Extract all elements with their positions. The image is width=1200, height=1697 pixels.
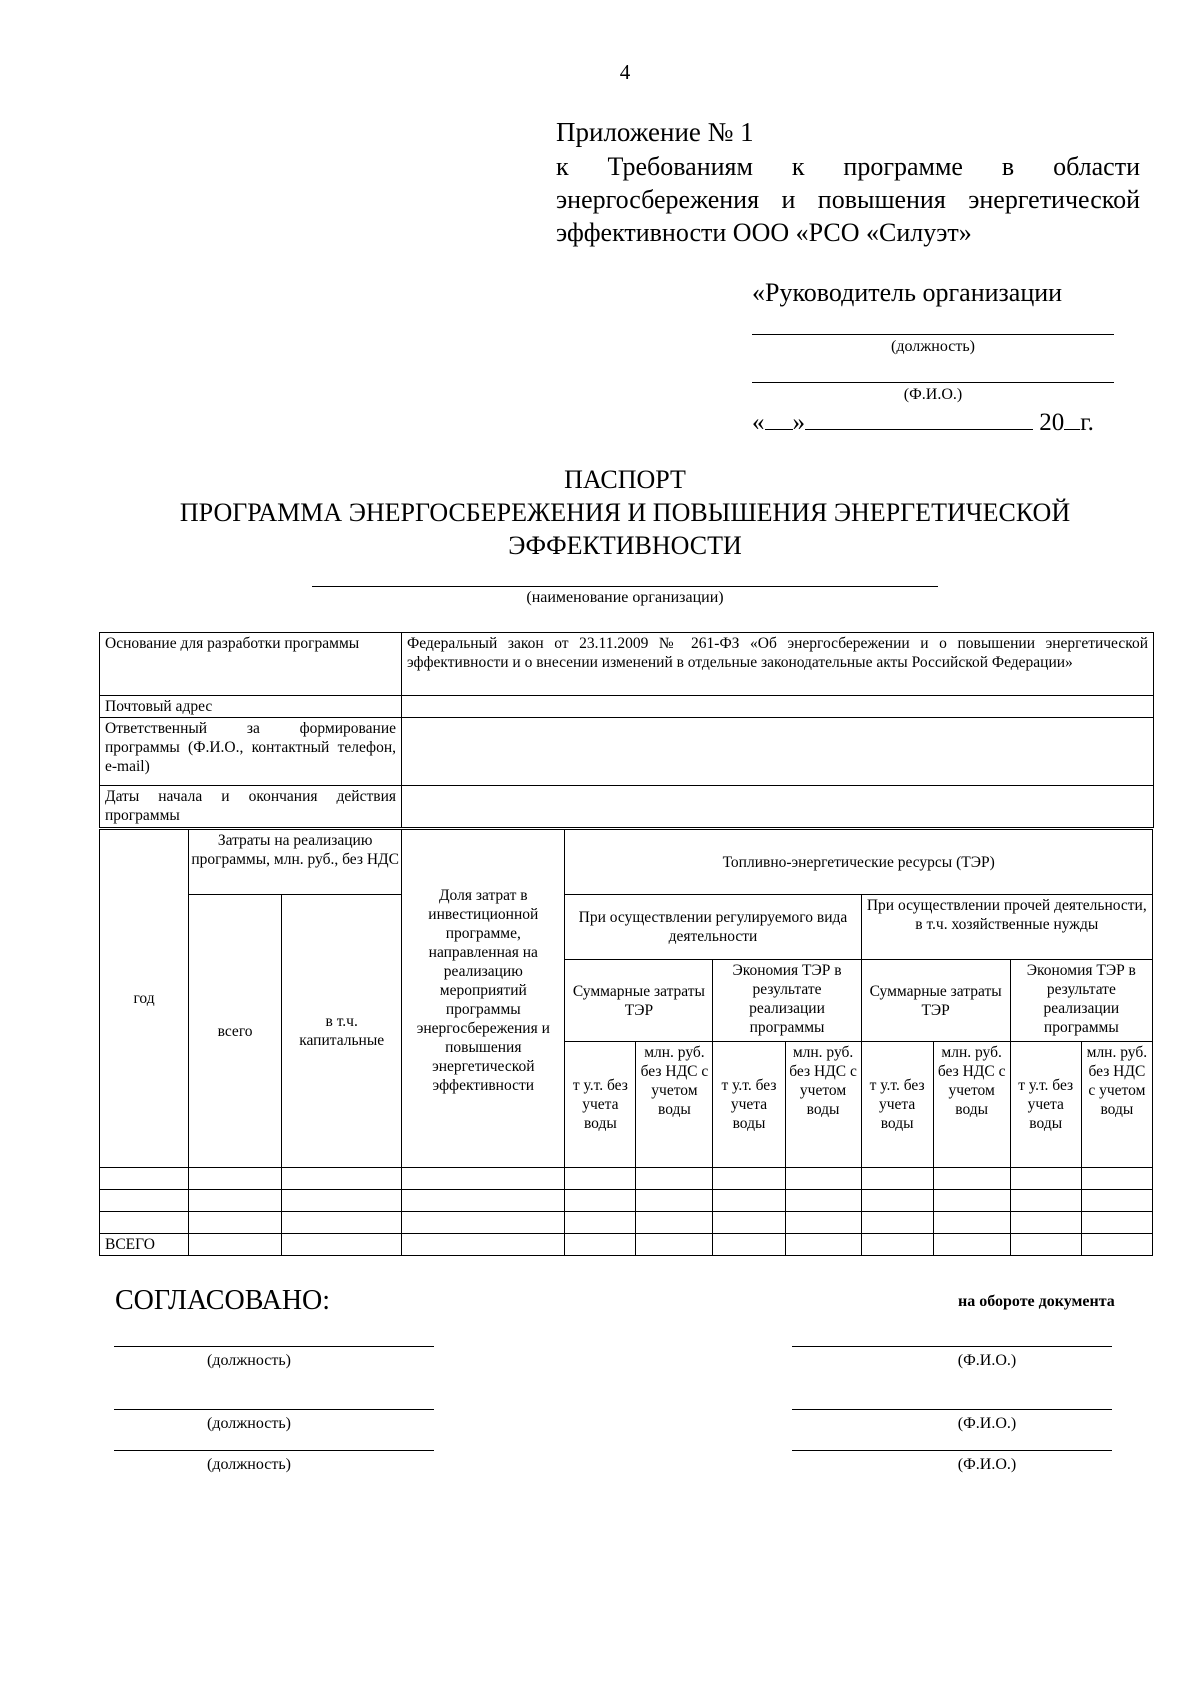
name-caption: (Ф.И.О.) <box>903 386 963 403</box>
economy-header-1: Экономия ТЭР в результате реализации программы <box>713 960 861 1042</box>
agreed-name-line-1 <box>792 1346 1112 1347</box>
approval-heading: «Руководитель организации <box>752 278 1063 307</box>
unit-tut-header: т у.т. без учета воды <box>565 1042 636 1168</box>
unit-tut-header: т у.т. без учета воды <box>1010 1042 1081 1168</box>
year-header: год <box>100 830 189 1168</box>
approval-date <box>752 405 1112 437</box>
overleaf-note: на обороте документа <box>958 1293 1115 1310</box>
day-blank <box>765 405 793 430</box>
unit-mln-header: млн. руб. без НДС с учетом воды <box>636 1042 713 1168</box>
header-row-2 <box>100 895 1153 960</box>
header-row-1 <box>100 830 1153 895</box>
economy-header-2: Экономия ТЭР в результате реализации программы <box>1010 960 1152 1042</box>
name-line <box>752 382 1114 383</box>
total-row <box>100 1234 1153 1256</box>
unit-tut-header: т у.т. без учета воды <box>861 1042 933 1168</box>
unit-mln-header: млн. руб. без НДС с учетом воды <box>785 1042 861 1168</box>
info-label: Даты начала и окончания действия программы <box>100 786 402 828</box>
info-label: Основание для разработки программы <box>100 633 402 696</box>
year-prefix: 20 <box>1039 409 1065 436</box>
agreed-name-caption-2: (Ф.И.О.) <box>957 1415 1017 1432</box>
agreed-position-caption-2: (должность) <box>207 1415 291 1432</box>
page-number: 4 <box>619 60 631 84</box>
agreed-position-line-1 <box>114 1346 434 1347</box>
unit-tut-header: т у.т. без учета воды <box>713 1042 785 1168</box>
position-line <box>752 334 1114 335</box>
info-value <box>402 696 1154 718</box>
costs-header: Затраты на реализацию программы, млн. руб., без НДС <box>189 830 402 895</box>
info-label: Почтовый адрес <box>100 696 402 718</box>
program-title-line1: ПРОГРАММА ЭНЕРГОСБЕРЕЖЕНИЯ И ПОВЫШЕНИЯ ЭНЕРГЕТИЧЕСКОЙ <box>179 498 1071 527</box>
month-blank <box>805 405 1033 430</box>
regulated-activity-header: При осуществлении регулируемого вида деятельности <box>565 895 861 960</box>
capital-header: в т.ч. капитальные <box>282 895 402 1168</box>
other-activity-header: При осуществлении прочей деятельности, в т.ч. хозяйственные нужды <box>861 895 1152 960</box>
agreed-name-caption-3: (Ф.И.О.) <box>957 1456 1017 1473</box>
info-label: Ответственный за формирование программы (Ф.И.О., контактный телефон, e-mail) <box>100 718 402 786</box>
year-suffix: г. <box>1080 409 1094 436</box>
total-row-label: ВСЕГО <box>100 1234 189 1256</box>
unit-mln-header: млн. руб. без НДС с учетом воды <box>1081 1042 1152 1168</box>
sum-costs-header-1: Суммарные затраты ТЭР <box>565 960 713 1042</box>
agreed-position-line-2 <box>114 1409 434 1410</box>
agreed-position-caption-3: (должность) <box>207 1456 291 1473</box>
agreed-name-line-2 <box>792 1409 1112 1410</box>
year-blank <box>1064 405 1080 430</box>
program-info-table <box>99 632 1154 828</box>
fer-header: Топливно-энергетические ресурсы (ТЭР) <box>565 830 1153 895</box>
total-header: всего <box>189 895 282 1168</box>
info-row-responsible <box>100 718 1154 786</box>
organization-name-line <box>312 586 938 587</box>
organization-caption: (наименование организации) <box>526 589 724 606</box>
info-value <box>402 718 1154 786</box>
sum-costs-header-2: Суммарные затраты ТЭР <box>861 960 1010 1042</box>
table-row <box>100 1168 1153 1190</box>
share-header: Доля затрат в инвестиционной программе, направленная на реализацию мероприятий программы энергосбережения и повышения энергетической эффективности <box>402 830 565 1168</box>
agreed-heading: СОГЛАСОВАНО: <box>115 1285 331 1316</box>
info-value <box>402 786 1154 828</box>
agreed-name-caption-1: (Ф.И.О.) <box>957 1352 1017 1369</box>
agreed-name-line-3 <box>792 1450 1112 1451</box>
costs-table <box>99 829 1153 1256</box>
info-value: Федеральный закон от 23.11.2009 № 261-ФЗ «Об энергосбережении и о повышении энергетической эффективности и о внесении изменений в отдельные законодательные акты Российской Федерации» <box>402 633 1154 696</box>
appendix-title: Приложение № 1 <box>556 117 754 147</box>
unit-mln-header: млн. руб. без НДС с учетом воды <box>933 1042 1010 1168</box>
passport-title: ПАСПОРТ <box>564 465 686 494</box>
position-caption: (должность) <box>891 338 975 355</box>
table-row <box>100 1190 1153 1212</box>
date-open-quote: « <box>752 409 765 436</box>
info-row-dates <box>100 786 1154 828</box>
info-row-basis <box>100 633 1154 696</box>
program-title-line2: ЭФФЕКТИВНОСТИ <box>508 531 742 560</box>
agreed-position-line-3 <box>114 1450 434 1451</box>
info-row-address <box>100 696 1154 718</box>
table-row <box>100 1212 1153 1234</box>
appendix-body: к Требованиям к программе в области энергосбережения и повышения энергетической эффективности ООО «РСО «Силуэт» <box>556 152 1140 247</box>
date-close-quote: » <box>792 409 805 436</box>
agreed-position-caption-1: (должность) <box>207 1352 291 1369</box>
